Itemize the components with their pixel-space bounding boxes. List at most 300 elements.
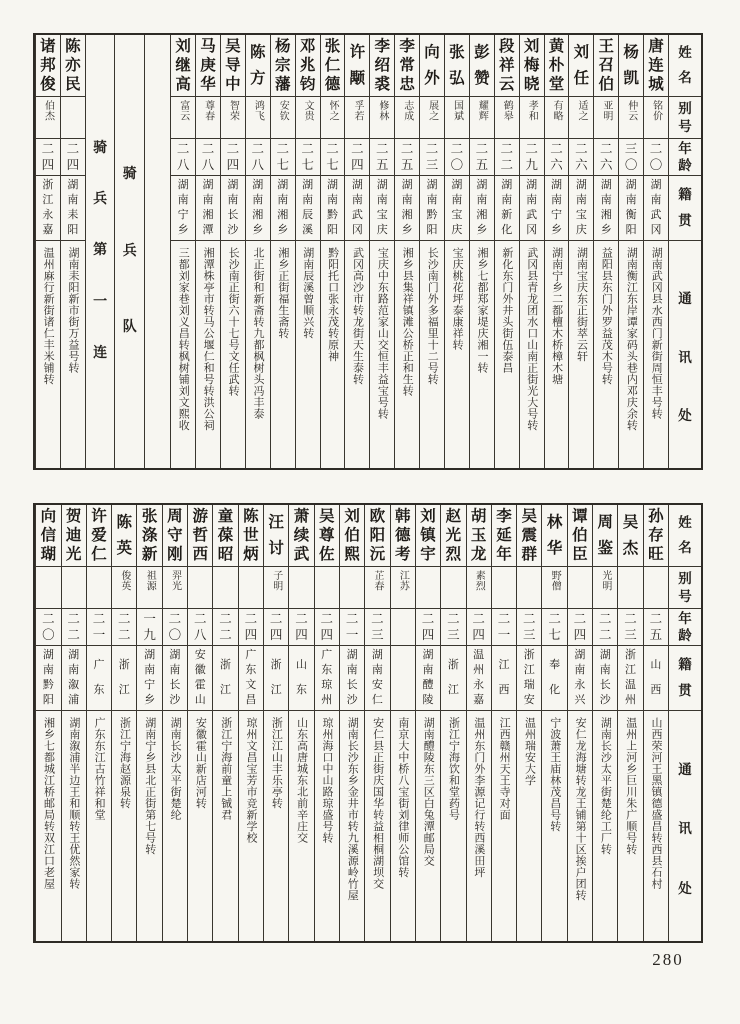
glyph: 周 <box>597 514 613 531</box>
glyph: 南 <box>574 664 586 676</box>
glyph: 六 <box>550 157 563 172</box>
origin-cell <box>171 176 195 241</box>
name-cell <box>593 505 617 567</box>
entry-column <box>263 505 288 941</box>
glyph: 爱 <box>91 526 107 544</box>
glyph: 贯 <box>678 213 692 229</box>
address-text: 湖南溆浦半边王和顺转王优然家转 <box>67 717 80 890</box>
glyph: 西 <box>192 545 208 563</box>
glyph: 二 <box>295 611 308 626</box>
glyph: 温 <box>473 649 485 661</box>
glyph: 西 <box>650 684 662 696</box>
alias-cell <box>289 567 313 609</box>
alias-cell <box>495 97 519 139</box>
alias-cell <box>569 97 593 139</box>
unit-section-label <box>86 35 115 468</box>
alias-cell <box>213 567 237 609</box>
address-text: 长沙南门外多福里十二号转 <box>426 247 439 385</box>
glyph: 山 <box>194 694 206 706</box>
glyph: 二 <box>176 141 190 156</box>
address-text: 湖南衡江东岸谭家码头巷内邓庆余转 <box>625 247 638 431</box>
glyph: 二 <box>550 141 563 156</box>
entry-column <box>567 505 592 941</box>
name-cell <box>296 35 320 97</box>
name-cell <box>171 35 195 97</box>
entry-column <box>344 35 369 468</box>
alias-cell <box>445 97 469 139</box>
glyph: 三 <box>523 627 536 642</box>
address-text: 湖南武冈县水西门新街周恒丰号转 <box>650 247 663 420</box>
alias-cell <box>644 567 668 609</box>
glyph: 一 <box>497 627 511 642</box>
glyph: 瑞 <box>523 679 535 691</box>
address-cell <box>542 711 566 941</box>
alias-text: 鹤皋 <box>501 100 513 121</box>
alias-text: 祖源 <box>144 570 156 591</box>
glyph: 南 <box>346 664 358 676</box>
glyph: 湘 <box>277 209 289 221</box>
age-cell <box>644 609 668 646</box>
address-text: 浙江宁海赵源泉转 <box>118 717 131 809</box>
glyph: 南 <box>67 194 79 206</box>
header-age-label <box>669 609 701 646</box>
glyph: 胡 <box>470 507 487 525</box>
glyph: 南 <box>422 664 434 676</box>
glyph: 黔 <box>326 209 338 221</box>
address-cell <box>593 711 617 941</box>
age-cell <box>112 609 136 646</box>
glyph: 阳 <box>369 526 386 544</box>
glyph: 南 <box>42 664 54 676</box>
glyph: 三 <box>624 141 638 156</box>
age-cell <box>470 139 494 176</box>
glyph: 弘 <box>449 69 465 87</box>
address-cell <box>239 711 263 941</box>
glyph: 宁 <box>144 679 156 691</box>
glyph: 南 <box>169 664 181 676</box>
alias-text: 光明 <box>599 570 611 591</box>
glyph: 陈 <box>250 44 266 61</box>
address-cell <box>246 241 270 468</box>
glyph: 四 <box>351 157 364 172</box>
address-text: 安仁县正街庆国华转益相桐湖坝交 <box>371 717 384 890</box>
entry-column <box>35 505 60 941</box>
glyph: 处 <box>678 408 692 424</box>
age-cell <box>594 139 618 176</box>
glyph: 二 <box>193 611 207 626</box>
glyph: 武 <box>351 209 363 221</box>
glyph: 二 <box>475 141 489 156</box>
address-text: 琼州文昌宝芳市竞新学校 <box>245 717 257 844</box>
glyph: 迪 <box>65 526 82 544</box>
name-cell <box>441 505 465 567</box>
glyph: 兵 <box>93 192 108 208</box>
glyph: 二 <box>118 627 131 642</box>
glyph: 吴 <box>622 514 639 531</box>
glyph: 南 <box>252 194 264 206</box>
glyph: 南 <box>376 194 388 206</box>
name-cell <box>644 505 668 567</box>
name-cell <box>340 505 364 567</box>
glyph: 二 <box>168 611 182 626</box>
glyph: 通 <box>678 761 692 777</box>
glyph: 九 <box>525 157 538 172</box>
glyph: 二 <box>66 141 80 156</box>
entry-column <box>212 505 237 941</box>
glyph: 唐 <box>648 37 664 55</box>
name-cell <box>112 505 136 567</box>
entry-column <box>516 505 541 941</box>
glyph: 刘 <box>175 37 191 55</box>
glyph: 浙 <box>42 179 54 191</box>
glyph: 二 <box>371 611 384 626</box>
address-cell <box>416 711 440 941</box>
alias-cell <box>296 97 320 139</box>
alias-cell <box>239 567 263 609</box>
name-cell <box>517 505 541 567</box>
address-cell <box>492 711 516 941</box>
glyph: 沙 <box>169 694 181 706</box>
origin-cell <box>542 646 566 711</box>
glyph: 西 <box>498 684 510 696</box>
glyph: 萧 <box>293 507 310 525</box>
glyph: 〇 <box>649 157 663 172</box>
glyph: 兵 <box>122 243 137 259</box>
glyph: 浙 <box>625 649 637 661</box>
origin-cell <box>495 176 519 241</box>
origin-cell <box>36 646 60 711</box>
alias-text: 怀之 <box>327 100 339 121</box>
origin-cell <box>296 176 320 241</box>
address-cell <box>61 241 85 468</box>
origin-cell <box>163 646 187 711</box>
entry-column <box>419 35 444 468</box>
name-cell <box>315 505 339 567</box>
alias-cell <box>370 97 394 139</box>
age-cell <box>365 609 389 646</box>
glyph: 二 <box>447 611 460 626</box>
alias-cell <box>441 567 465 609</box>
glyph: 湖 <box>346 649 358 661</box>
age-cell <box>137 609 161 646</box>
glyph: 王 <box>598 37 615 55</box>
glyph: 处 <box>678 880 692 896</box>
glyph: 乡 <box>401 224 413 236</box>
address-text: 湘乡七都城江桥邮局转双江口老屋 <box>42 717 55 890</box>
glyph: 刘 <box>523 37 540 55</box>
address-cell <box>619 241 643 468</box>
glyph: 周 <box>167 507 183 525</box>
glyph: 二 <box>351 141 364 156</box>
alias-text: 安钦 <box>277 100 289 121</box>
alias-cell <box>416 567 440 609</box>
glyph: 安 <box>194 649 206 661</box>
age-cell <box>196 139 220 176</box>
header-column <box>668 35 701 468</box>
glyph: 宝 <box>376 209 388 221</box>
age-cell <box>188 609 212 646</box>
glyph: 震 <box>521 526 538 544</box>
age-cell <box>213 609 237 646</box>
name-cell <box>445 35 469 97</box>
address-cell <box>289 711 313 941</box>
glyph: 陈 <box>116 514 133 531</box>
glyph: 五 <box>649 627 663 642</box>
glyph: 二 <box>624 611 637 626</box>
glyph: 二 <box>421 611 435 626</box>
age-cell <box>221 139 245 176</box>
glyph: 籍 <box>678 657 692 673</box>
name-cell <box>246 35 270 97</box>
glyph: 二 <box>301 141 314 156</box>
alias-cell <box>644 97 668 139</box>
age-cell <box>321 139 345 176</box>
glyph: 年 <box>678 141 692 156</box>
origin-cell <box>593 646 617 711</box>
alias-cell <box>171 97 195 139</box>
glyph: 德 <box>394 526 411 544</box>
glyph: 马 <box>200 37 216 55</box>
glyph: 州 <box>625 694 637 706</box>
entry-column <box>339 505 364 941</box>
origin-cell <box>619 176 643 241</box>
glyph: 阳 <box>426 224 438 236</box>
alias-cell <box>593 567 617 609</box>
glyph: 湖 <box>401 179 413 191</box>
glyph: 向 <box>424 44 440 61</box>
name-cell <box>271 35 295 97</box>
name-cell <box>569 35 593 97</box>
header-alias-label <box>669 97 701 139</box>
alias-cell <box>467 567 491 609</box>
address-cell <box>470 241 494 468</box>
glyph: 〇 <box>168 627 182 642</box>
alias-cell <box>112 567 136 609</box>
address-cell <box>315 711 339 941</box>
glyph: 南 <box>476 194 488 206</box>
address-text: 湘乡正街福生斋转 <box>276 247 289 339</box>
glyph: 世 <box>243 526 259 544</box>
page-number: 280 <box>652 950 684 969</box>
age-cell <box>569 139 593 176</box>
glyph: 南 <box>599 664 611 676</box>
glyph: 庆 <box>376 224 388 236</box>
glyph: 嘉 <box>473 694 485 706</box>
entry-column <box>469 35 494 468</box>
name-cell <box>416 505 440 567</box>
glyph: 李 <box>399 37 415 55</box>
age-cell <box>495 139 519 176</box>
entry-column <box>86 505 111 941</box>
glyph: 浙 <box>220 659 232 671</box>
glyph: 南 <box>426 194 438 206</box>
glyph: 阳 <box>67 224 79 236</box>
glyph: 浦 <box>68 694 80 706</box>
entry-column <box>568 35 593 468</box>
name-cell <box>420 35 444 97</box>
age-cell <box>520 139 544 176</box>
glyph: 涤 <box>141 526 158 544</box>
glyph: 佐 <box>319 545 335 563</box>
alias-cell <box>492 567 516 609</box>
glyph: 陵 <box>422 694 434 706</box>
header-address-label <box>669 241 701 468</box>
address-text: 安徽霍山新店河转 <box>194 717 207 809</box>
glyph: 四 <box>421 627 435 642</box>
origin-cell <box>370 176 394 241</box>
name-cell <box>87 505 111 567</box>
alias-text: 铭价 <box>650 100 662 121</box>
header-origin-label <box>669 176 701 241</box>
glyph: 湖 <box>177 179 189 191</box>
glyph: 连 <box>648 56 664 74</box>
glyph: 二 <box>219 627 232 642</box>
address-text: 浙江宁海前童上铖君 <box>219 717 232 821</box>
entry-column <box>288 505 313 941</box>
alias-cell <box>395 97 419 139</box>
address-text: 长沙南正街六十七号文任武转 <box>227 247 240 397</box>
name-cell <box>188 505 212 567</box>
origin-cell <box>365 646 389 711</box>
glyph: 光 <box>65 545 82 563</box>
age-cell <box>271 139 295 176</box>
glyph: 号 <box>678 118 692 134</box>
glyph: 二 <box>548 611 561 626</box>
name-cell <box>542 505 566 567</box>
alias-cell <box>420 97 444 139</box>
glyph: 光 <box>445 526 462 544</box>
glyph: 陈 <box>65 37 81 55</box>
glyph: 汪 <box>268 514 284 531</box>
glyph: 尊 <box>319 526 335 544</box>
glyph: 延 <box>496 526 512 544</box>
name-cell <box>594 35 618 97</box>
glyph: 号 <box>678 588 692 604</box>
origin-cell <box>196 176 220 241</box>
address-cell <box>420 241 444 468</box>
glyph: 宁 <box>177 209 189 221</box>
glyph: 存 <box>648 526 664 544</box>
glyph: 朴 <box>548 56 565 74</box>
glyph: 广 <box>93 659 105 671</box>
address-text: 三都刘家巷刘义昌转枫树铺刘文熙收 <box>177 247 190 431</box>
alias-text: 羿光 <box>169 570 181 591</box>
glyph: 四 <box>295 627 308 642</box>
glyph: 仁 <box>324 56 341 74</box>
glyph: 霍 <box>194 679 206 691</box>
glyph: 七 <box>276 157 289 172</box>
glyph: 二 <box>425 141 439 156</box>
glyph: 二 <box>500 157 513 172</box>
address-text: 湖南醴陵东三区白兔潭邮局交 <box>422 717 435 867</box>
glyph: 湖 <box>451 179 463 191</box>
glyph: 哲 <box>192 526 208 544</box>
name-cell <box>62 505 86 567</box>
header-age-label <box>669 139 701 176</box>
origin-cell <box>492 646 516 711</box>
glyph: 湖 <box>202 179 214 191</box>
glyph: 州 <box>473 664 485 676</box>
entry-column <box>390 505 415 941</box>
entry-column <box>593 35 618 468</box>
glyph: 湘 <box>600 209 612 221</box>
glyph: 二 <box>92 611 106 626</box>
glyph: 张 <box>141 507 158 525</box>
glyph: 八 <box>176 157 190 172</box>
name-cell <box>213 505 237 567</box>
glyph: 骑 <box>93 141 108 157</box>
address-text: 浙江宁海饮和堂药号 <box>447 717 460 821</box>
glyph: 长 <box>346 679 358 691</box>
address-cell <box>467 711 491 941</box>
glyph: 二 <box>326 141 339 156</box>
glyph: 南 <box>501 194 513 206</box>
glyph: 沙 <box>227 224 239 236</box>
name-cell <box>568 505 592 567</box>
glyph: 葆 <box>217 526 234 544</box>
origin-cell <box>321 176 345 241</box>
glyph: 一 <box>92 627 106 642</box>
glyph: 讯 <box>678 821 692 837</box>
glyph: 浙 <box>447 659 459 671</box>
address-text: 湖南耒阳新市街万益号转 <box>66 247 79 374</box>
glyph: 张 <box>324 37 341 55</box>
glyph: 许 <box>91 507 107 525</box>
glyph: 三 <box>425 157 439 172</box>
address-cell <box>365 711 389 941</box>
glyph: 江 <box>625 664 637 676</box>
glyph: 庆 <box>575 224 587 236</box>
glyph: 乡 <box>277 224 289 236</box>
name-cell <box>618 505 642 567</box>
glyph: 湘 <box>401 209 413 221</box>
origin-cell <box>36 176 60 241</box>
glyph: 湖 <box>476 179 488 191</box>
alias-text: 文贵 <box>302 100 314 121</box>
header-name-label <box>669 505 701 567</box>
name-cell <box>36 35 60 97</box>
alias-text: 修林 <box>376 100 388 121</box>
glyph: 二 <box>201 141 215 156</box>
glyph: 梅 <box>523 56 540 74</box>
age-cell <box>87 609 111 646</box>
glyph: 城 <box>648 75 664 93</box>
glyph: 守 <box>167 526 183 544</box>
glyph: 云 <box>498 75 515 93</box>
glyph: 四 <box>244 627 258 642</box>
glyph: 二 <box>598 611 612 626</box>
address-text: 温州上河乡巨川朱广顺号转 <box>624 717 637 855</box>
glyph: 姓 <box>678 45 692 61</box>
name-cell <box>545 35 569 97</box>
glyph: 英 <box>116 539 133 557</box>
glyph: 乡 <box>476 224 488 236</box>
glyph: 诸 <box>40 37 56 55</box>
entry-column <box>466 505 491 941</box>
glyph: 绍 <box>374 56 391 74</box>
unit-section-column <box>114 35 144 468</box>
glyph: 一 <box>143 611 156 626</box>
glyph: 〇 <box>624 157 638 172</box>
entry-column <box>369 35 394 468</box>
glyph: 东 <box>295 684 307 696</box>
glyph: 李 <box>496 507 512 525</box>
glyph: 八 <box>251 157 265 172</box>
glyph: 黔 <box>42 679 54 691</box>
alias-text: 耀辉 <box>476 100 488 121</box>
age-cell <box>246 139 270 176</box>
roster-table-bottom <box>33 503 703 943</box>
